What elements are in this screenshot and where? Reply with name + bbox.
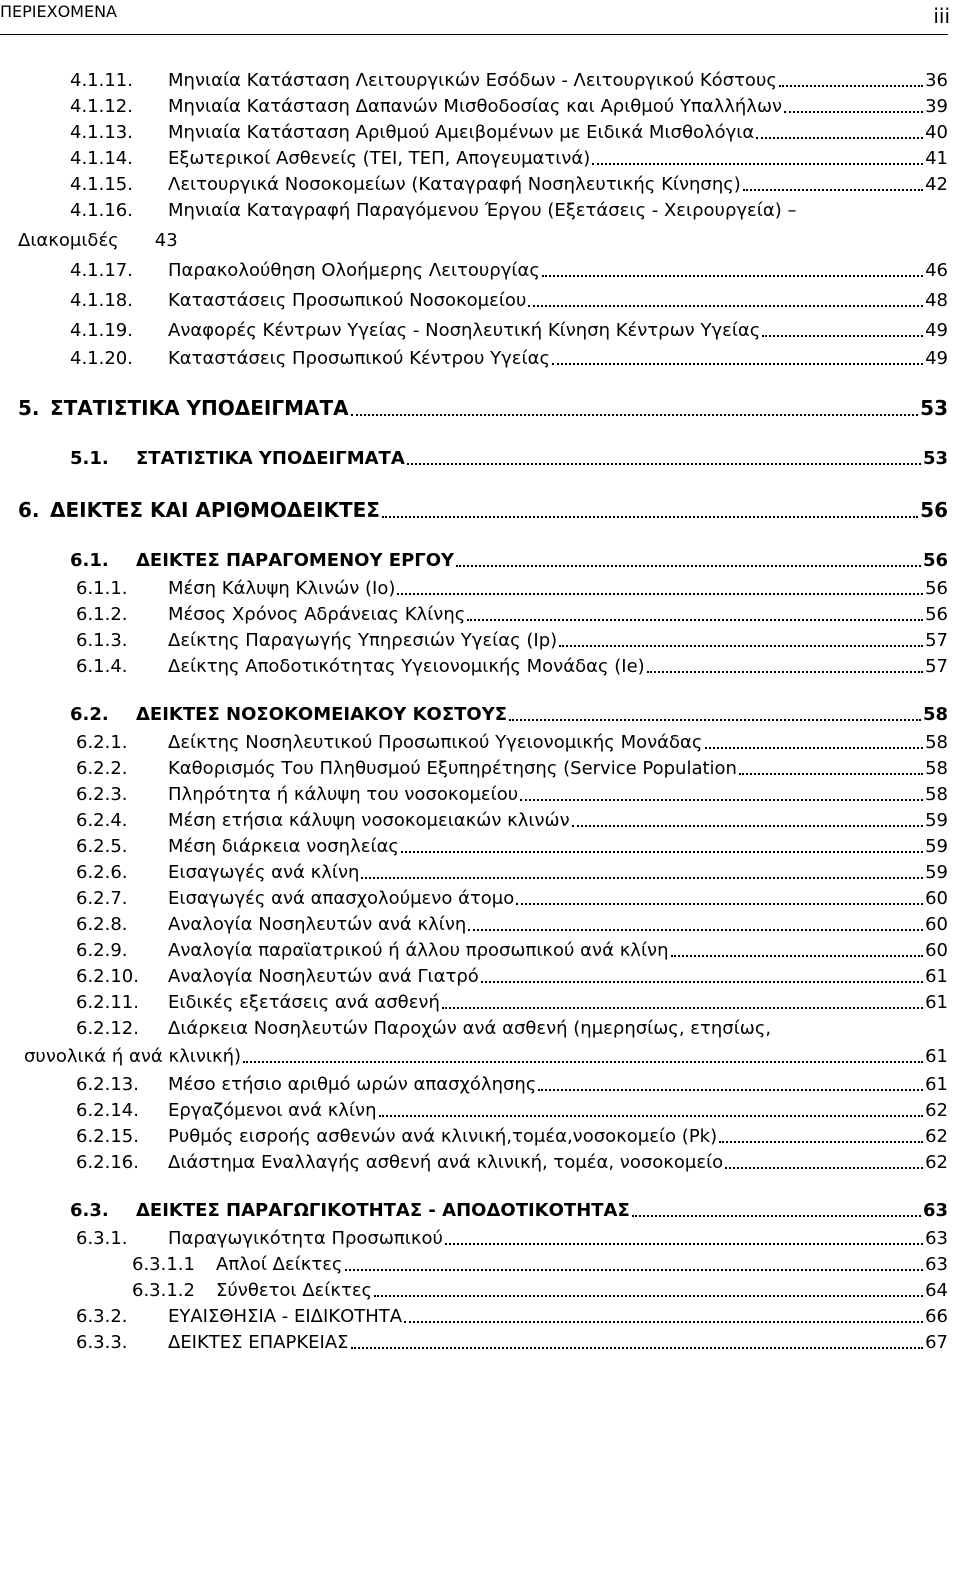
toc-entry-page: 57: [925, 630, 948, 651]
dot-leader: [481, 981, 923, 983]
dot-leader: [756, 137, 923, 139]
dot-leader: [456, 565, 921, 567]
dot-leader: [382, 516, 918, 518]
toc-entry-page: 43: [154, 230, 178, 251]
toc-entry-page: 67: [925, 1332, 948, 1353]
toc-entry-number: 6.3.1.2: [132, 1280, 195, 1301]
toc-entry-number: 6.2.: [70, 704, 109, 725]
page-number-roman: iii: [933, 4, 950, 28]
dot-leader: [345, 1269, 924, 1271]
toc-entry-title: Καταστάσεις Προσωπικού Κέντρου Υγείας: [168, 348, 551, 369]
toc-entry-title-continued: Διακομιδές: [18, 230, 119, 251]
dot-leader: [361, 877, 923, 879]
dot-leader: [351, 1347, 924, 1349]
toc-entry-title: Μέση Κάλυψη Κλινών (Io): [168, 578, 396, 599]
toc-entry-title: Μηνιαία Κατάσταση Δαπανών Μισθοδοσίας και Αριθμού Υπαλλήλων: [168, 96, 783, 117]
toc-entry-page: 57: [925, 656, 948, 677]
toc-entry-title: ΔΕΙΚΤΕΣ ΠΑΡΑΓΩΓΙΚΟΤΗΤΑΣ - ΑΠΟΔΟΤΙΚΟΤΗΤΑΣ: [136, 1200, 630, 1221]
toc-entry-number: 6.2.9.: [76, 940, 128, 961]
toc-entry-number: 6.2.4.: [76, 810, 128, 831]
toc-entry-number: 6.2.15.: [76, 1126, 139, 1147]
toc-entry-number: 4.1.19.: [70, 320, 133, 341]
toc-entry-title: ΔΕΙΚΤΕΣ ΕΠΑΡΚΕΙΑΣ: [168, 1332, 349, 1353]
toc-entry-number: 4.1.15.: [70, 174, 133, 195]
toc-entry-page: 59: [925, 862, 948, 883]
dot-leader: [572, 825, 923, 827]
toc-entry-page: 63: [925, 1228, 948, 1249]
toc-entry-number: 6.: [18, 498, 40, 522]
toc-entry-page: 60: [925, 888, 948, 909]
toc-entry-number: 6.2.13.: [76, 1074, 139, 1095]
toc-entry-title: Παραγωγικότητα Προσωπικού: [168, 1228, 443, 1249]
dot-leader: [762, 335, 923, 337]
dot-leader: [351, 414, 919, 416]
toc-entry-title: Αναφορές Κέντρων Υγείας - Νοσηλευτική Κίνηση Κέντρων Υγείας: [168, 320, 761, 341]
dot-leader: [445, 1243, 923, 1245]
toc-entry-number: 4.1.13.: [70, 122, 133, 143]
dot-leader: [442, 1007, 923, 1009]
toc-entry-title: Ρυθμός εισροής ασθενών ανά κλινική,τομέα,νοσοκομείο (Pk): [168, 1126, 718, 1147]
toc-entry-page: 46: [925, 260, 948, 281]
toc-entry-page: 58: [925, 732, 948, 753]
dot-leader: [516, 903, 923, 905]
toc-entry-page: 61: [925, 1074, 948, 1095]
dot-leader: [719, 1141, 923, 1143]
toc-entry-title: Αναλογία Νοσηλευτών ανά Γιατρό: [168, 966, 479, 987]
dot-leader: [374, 1295, 923, 1297]
toc-entry-title: Μέση διάρκεια νοσηλείας: [168, 836, 399, 857]
toc-entry-page: 59: [925, 810, 948, 831]
toc-entry-number: 6.1.4.: [76, 656, 128, 677]
dot-leader: [671, 955, 924, 957]
toc-entry-number: 6.1.3.: [76, 630, 128, 651]
toc-entry-title: ΔΕΙΚΤΕΣ ΝΟΣΟΚΟΜΕΙΑΚΟΥ ΚΟΣΤΟΥΣ: [136, 704, 508, 725]
dot-leader: [379, 1115, 924, 1117]
running-header-title: ΠΕΡΙΕΧΟΜΕΝΑ: [0, 2, 117, 21]
toc-entry-number: 6.3.1.: [76, 1228, 128, 1249]
dot-leader: [647, 671, 923, 673]
toc-entry-number: 6.2.16.: [76, 1152, 139, 1173]
toc-entry-number: 6.2.7.: [76, 888, 128, 909]
header-rule: [0, 34, 948, 35]
toc-entry-page: 60: [925, 940, 948, 961]
toc-entry-number: 6.2.5.: [76, 836, 128, 857]
toc-entry-page: 60: [925, 914, 948, 935]
toc-entry-number: 6.3.3.: [76, 1332, 128, 1353]
toc-entry-page: 64: [925, 1280, 948, 1301]
toc-entry-number: 6.3.: [70, 1200, 109, 1221]
toc-entry-title: Μέσος Χρόνος Αδράνειας Κλίνης: [168, 604, 466, 625]
toc-entry-page: 49: [925, 320, 948, 341]
dot-leader: [397, 593, 923, 595]
toc-entry-number: 6.2.10.: [76, 966, 139, 987]
toc-entry-page: 53: [920, 396, 948, 420]
toc-entry-number: 5.: [18, 396, 40, 420]
toc-entry-title: ΣΤΑΤΙΣΤΙΚΑ ΥΠΟΔΕΙΓΜΑΤΑ: [136, 448, 405, 469]
toc-entry-title: Εισαγωγές ανά απασχολούμενο άτομο: [168, 888, 515, 909]
toc-entry-number: 4.1.11.: [70, 70, 133, 91]
toc-entry-title: Δείκτης Νοσηλευτικού Προσωπικού Υγειονομικής Μονάδας: [168, 732, 703, 753]
toc-entry-page: 36: [925, 70, 948, 91]
toc-entry-page: 48: [925, 290, 948, 311]
toc-entry-title: Μηνιαία Κατάσταση Αριθμού Αμειβομένων με Ειδικά Μισθολόγια: [168, 122, 755, 143]
dot-leader: [407, 463, 921, 465]
toc-entry-number: 4.1.16.: [70, 200, 133, 221]
toc-entry-title: Δείκτης Παραγωγής Υπηρεσιών Υγείας (Ip): [168, 630, 558, 651]
toc-entry-page: 39: [925, 96, 948, 117]
toc-entry-title: ΣΤΑΤΙΣΤΙΚΑ ΥΠΟΔΕΙΓΜΑΤΑ: [50, 396, 349, 420]
toc-entry-title: Εξωτερικοί Ασθενείς (ΤΕΙ, ΤΕΠ, Απογευματινά): [168, 148, 591, 169]
toc-entry-title: Καταστάσεις Προσωπικού Νοσοκομείου: [168, 290, 527, 311]
toc-entry-title: Αναλογία Νοσηλευτών ανά κλίνη: [168, 914, 467, 935]
dot-leader: [243, 1061, 923, 1063]
toc-entry-page: 63: [925, 1254, 948, 1275]
toc-entry-page: 42: [925, 174, 948, 195]
toc-entry-title: Αναλογία παραϊατρικού ή άλλου προσωπικού ανά κλίνη: [168, 940, 669, 961]
toc-entry-page: 56: [925, 604, 948, 625]
toc-entry-title: Απλοί Δείκτες: [216, 1254, 343, 1275]
toc-entry-title: Μηνιαία Κατάσταση Λειτουργικών Εσόδων - Λειτουργικού Κόστους: [168, 70, 777, 91]
toc-entry-title: Εισαγωγές ανά κλίνη: [168, 862, 360, 883]
toc-entry-title: ΔΕΙΚΤΕΣ ΠΑΡΑΓΟΜΕΝΟΥ ΕΡΓΟΥ: [136, 550, 455, 571]
toc-entry-title: Λειτουργικά Νοσοκομείων (Καταγραφή Νοσηλευτικής Κίνησης): [168, 174, 741, 195]
toc-entry-number: 6.1.: [70, 550, 109, 571]
toc-entry-number: 6.2.6.: [76, 862, 128, 883]
toc-entry-page: 62: [925, 1126, 948, 1147]
toc-entry-number: 6.2.8.: [76, 914, 128, 935]
toc-entry-title: Εργαζόμενοι ανά κλίνη: [168, 1100, 377, 1121]
dot-leader: [559, 645, 923, 647]
toc-entry-number: 4.1.18.: [70, 290, 133, 311]
toc-entry-number: 6.2.2.: [76, 758, 128, 779]
toc-entry-title: Σύνθετοι Δείκτες: [216, 1280, 373, 1301]
toc-entry-number: 6.2.3.: [76, 784, 128, 805]
dot-leader: [592, 163, 923, 165]
dot-leader: [743, 189, 923, 191]
toc-entry-page: 56: [920, 498, 948, 522]
dot-leader: [779, 85, 923, 87]
toc-entry-title: Διάστημα Εναλλαγής ασθενή ανά κλινική, τομέα, νοσοκομείο: [168, 1152, 724, 1173]
dot-leader: [520, 799, 923, 801]
toc-entry-page: 56: [922, 550, 948, 571]
toc-entry-number: 6.1.2.: [76, 604, 128, 625]
dot-leader: [739, 773, 923, 775]
toc-entry-page: 58: [925, 784, 948, 805]
dot-leader: [404, 1321, 923, 1323]
dot-leader: [632, 1215, 921, 1217]
toc-entry-page: 61: [925, 992, 948, 1013]
toc-entry-title: Παρακολούθηση Ολοήμερης Λειτουργίας: [168, 260, 540, 281]
toc-entry-page: 63: [922, 1200, 948, 1221]
toc-entry-page: 66: [925, 1306, 948, 1327]
toc-entry-page: 49: [925, 348, 948, 369]
toc-entry-title: ΔΕΙΚΤΕΣ ΚΑΙ ΑΡΙΘΜΟΔΕΙΚΤΕΣ: [50, 498, 380, 522]
dot-leader: [542, 275, 923, 277]
toc-entry-title: Δείκτης Αποδοτικότητας Υγειονομικής Μονάδας (Ie): [168, 656, 645, 677]
dot-leader: [509, 719, 921, 721]
dot-leader: [401, 851, 923, 853]
toc-entry-number: 6.2.11.: [76, 992, 139, 1013]
toc-entry-title: Μηνιαία Καταγραφή Παραγόμενου Έργου (Εξετάσεις - Χειρουργεία) –: [168, 200, 797, 221]
toc-entry-title: Διάρκεια Νοσηλευτών Παροχών ανά ασθενή (ημερησίως, ετησίως,: [168, 1018, 772, 1039]
toc-entry-number: 6.3.1.1: [132, 1254, 195, 1275]
toc-entry-number: 4.1.17.: [70, 260, 133, 281]
toc-entry-page: 41: [925, 148, 948, 169]
toc-entry-page: 53: [922, 448, 948, 469]
toc-entry-page: 61: [925, 966, 948, 987]
toc-entry-number: 4.1.12.: [70, 96, 133, 117]
toc-entry-page: 58: [925, 758, 948, 779]
toc-entry-number: 6.3.2.: [76, 1306, 128, 1327]
toc-entry-title: Πληρότητα ή κάλυψη του νοσοκομείου: [168, 784, 519, 805]
toc-entry-number: 4.1.14.: [70, 148, 133, 169]
toc-entry-title: Μέση ετήσια κάλυψη νοσοκομειακών κλινών: [168, 810, 570, 831]
toc-entry-title: ΕΥΑΙΣΘΗΣΙΑ - ΕΙΔΙΚΟΤΗΤΑ: [168, 1306, 403, 1327]
toc-entry-page: 61: [925, 1046, 948, 1067]
toc-entry-page: 62: [925, 1152, 948, 1173]
dot-leader: [528, 305, 923, 307]
dot-leader: [468, 929, 923, 931]
toc-entry-title: Καθορισμός Του Πληθυσμού Εξυπηρέτησης (Service Population: [168, 758, 737, 779]
toc-entry-page: 58: [922, 704, 948, 725]
toc-entry-title: Ειδικές εξετάσεις ανά ασθενή: [168, 992, 440, 1013]
dot-leader: [467, 619, 923, 621]
dot-leader: [552, 363, 923, 365]
dot-leader: [784, 111, 923, 113]
toc-entry-page: 62: [925, 1100, 948, 1121]
page-header: [0, 0, 960, 38]
dot-leader: [538, 1089, 923, 1091]
toc-entry-title: Μέσο ετήσιο αριθμό ωρών απασχόλησης: [168, 1074, 537, 1095]
toc-entry-number: 6.2.1.: [76, 732, 128, 753]
toc-entry-title-continued: συνολικά ή ανά κλινική): [24, 1046, 242, 1067]
dot-leader: [725, 1167, 923, 1169]
dot-leader: [705, 747, 924, 749]
toc-entry-number: 5.1.: [70, 448, 109, 469]
toc-entry-number: 4.1.20.: [70, 348, 133, 369]
toc-entry-page: 40: [925, 122, 948, 143]
toc-entry-page: 56: [925, 578, 948, 599]
toc-entry-page: 59: [925, 836, 948, 857]
toc-entry-number: 6.1.1.: [76, 578, 128, 599]
toc-entry-number: 6.2.12.: [76, 1018, 139, 1039]
toc-entry-number: 6.2.14.: [76, 1100, 139, 1121]
